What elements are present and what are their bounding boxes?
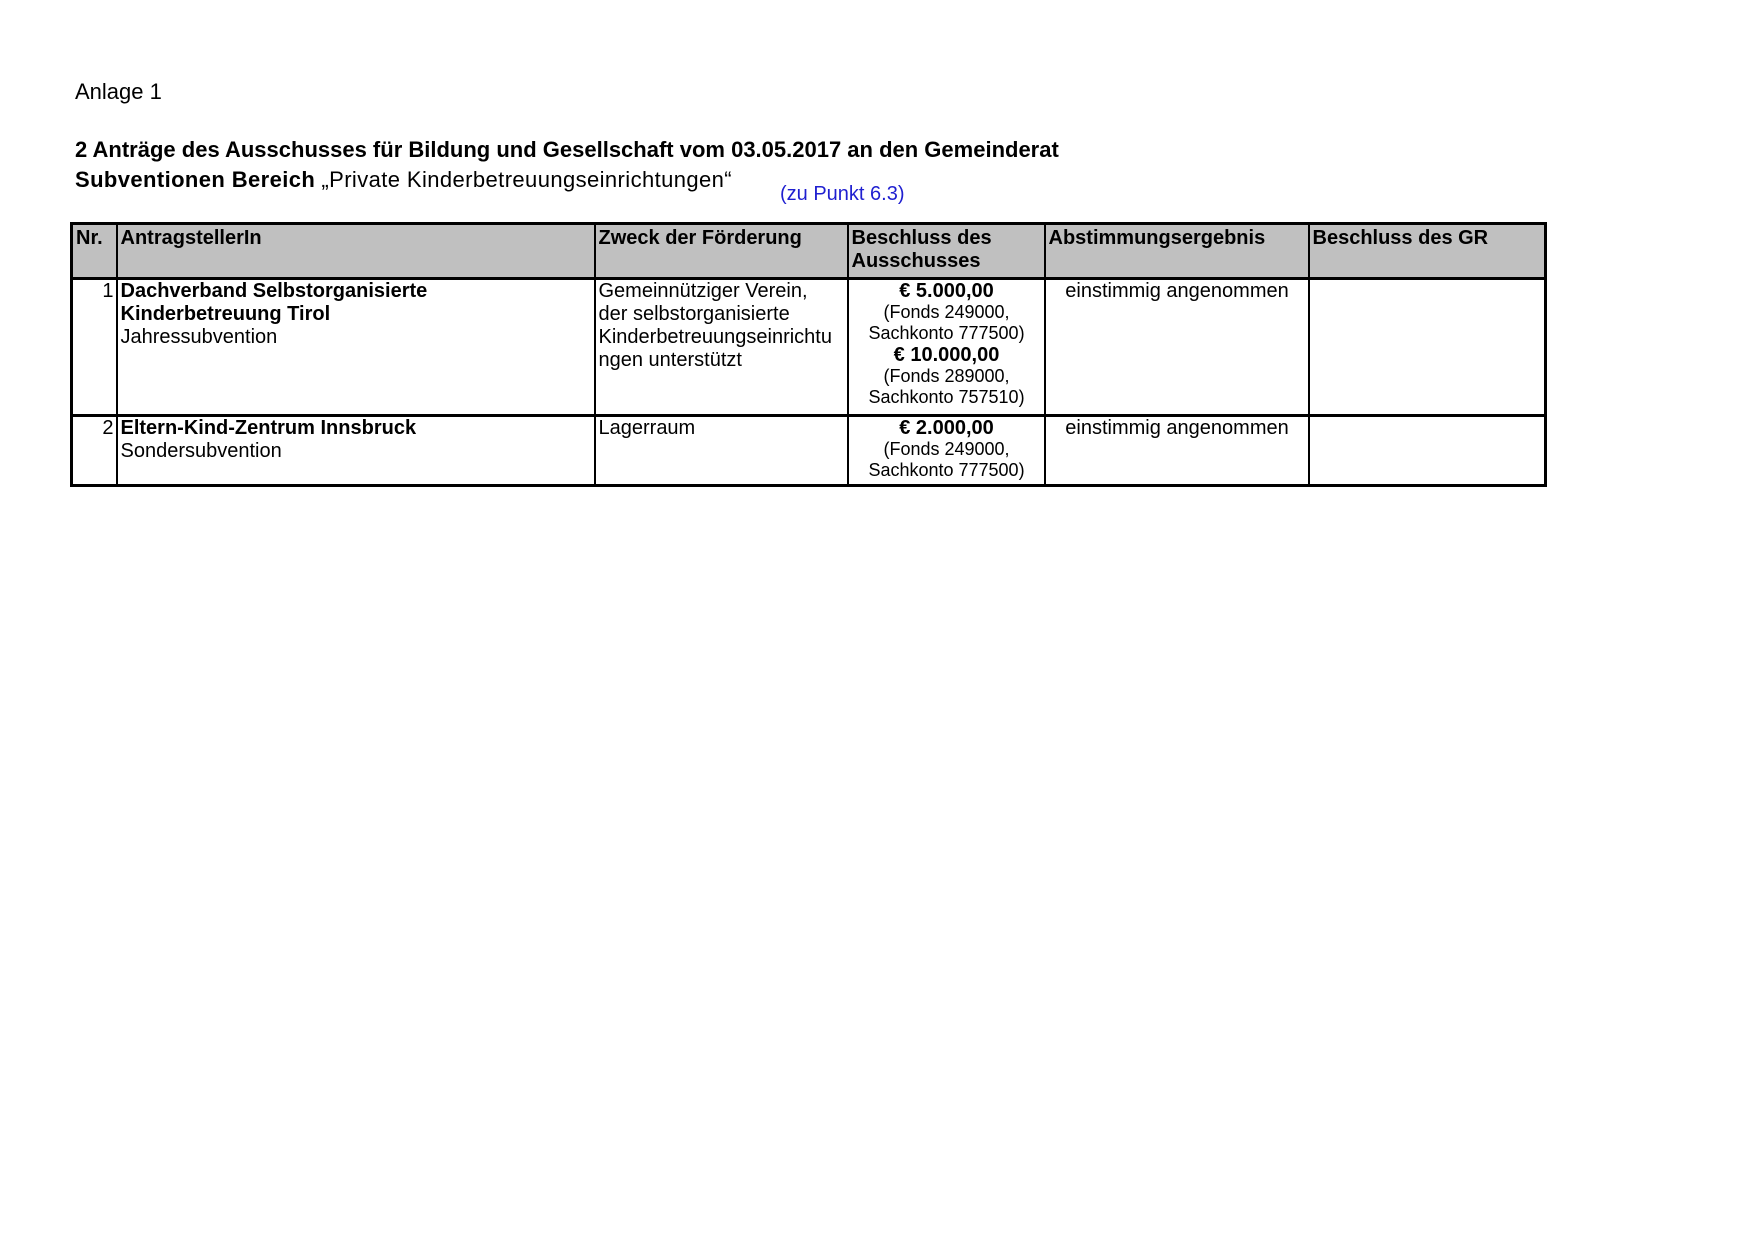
header-committee-decision [848, 224, 1045, 279]
applicant-cell [117, 279, 595, 416]
fund-number: (Fonds 249000, [883, 302, 1010, 322]
council-decision-cell [1309, 416, 1546, 486]
header-council-decision: Beschluss des GR [1309, 224, 1546, 279]
header-applicant: AntragstellerIn [117, 224, 595, 279]
fund-number: (Fonds 249000, [883, 439, 1010, 459]
row-number: 2 [72, 416, 117, 486]
subsidy-type: Sondersubvention [120, 440, 282, 462]
header-vote-result: Abstimmungsergebnis [1045, 224, 1309, 279]
subsidy-type: Jahressubvention [120, 326, 278, 348]
fund-number: (Fonds 289000, [883, 366, 1010, 386]
account-number: Sachkonto 777500) [868, 460, 1025, 480]
purpose-cell: Lagerraum [595, 416, 848, 486]
purpose-line: Kinderbetreuungseinrichtu [598, 326, 832, 348]
applicant-name-line1: Eltern-Kind-Zentrum Innsbruck [120, 417, 417, 439]
page-subtitle [75, 167, 732, 193]
table-row [72, 416, 1546, 486]
subsidy-amount: € 5.000,00 [899, 280, 994, 302]
header-nr: Nr. [72, 224, 117, 279]
vote-result-cell: einstimmig angenommen [1045, 416, 1309, 486]
committee-decision-cell [848, 416, 1045, 486]
purpose-line: der selbstorganisierte [598, 303, 790, 325]
subtitle-category: „Private Kinderbetreuungseinrichtungen“ [321, 167, 733, 192]
subsidy-table [70, 222, 1547, 487]
page-title: 2 Anträge des Ausschusses für Bildung und Gesellschaft vom 03.05.2017 an den Gemeinderat [75, 137, 1059, 162]
account-number: Sachkonto 777500) [868, 323, 1025, 343]
agenda-reference: (zu Punkt 6.3) [780, 183, 905, 205]
header-committee-line2: Ausschusses [851, 250, 981, 272]
applicant-cell [117, 416, 595, 486]
subtitle-bold: Subventionen Bereich [75, 167, 316, 192]
row-number: 1 [72, 279, 117, 416]
table-row [72, 279, 1546, 416]
applicant-name-line1: Dachverband Selbstorganisierte [120, 280, 428, 302]
account-number: Sachkonto 757510) [868, 387, 1025, 407]
committee-decision-cell [848, 279, 1045, 416]
purpose-line: ngen unterstützt [598, 349, 742, 371]
vote-result-cell: einstimmig angenommen [1045, 279, 1309, 416]
council-decision-cell [1309, 279, 1546, 416]
purpose-line: Gemeinnütziger Verein, [598, 280, 808, 302]
header-committee-line1: Beschluss des [851, 227, 992, 249]
subsidy-amount: € 10.000,00 [893, 344, 1000, 366]
attachment-label: Anlage 1 [75, 79, 162, 104]
header-purpose: Zweck der Förderung [595, 224, 848, 279]
purpose-cell [595, 279, 848, 416]
table-header-row [72, 224, 1546, 279]
subsidy-amount: € 2.000,00 [899, 417, 994, 439]
applicant-name-line2: Kinderbetreuung Tirol [120, 303, 331, 325]
